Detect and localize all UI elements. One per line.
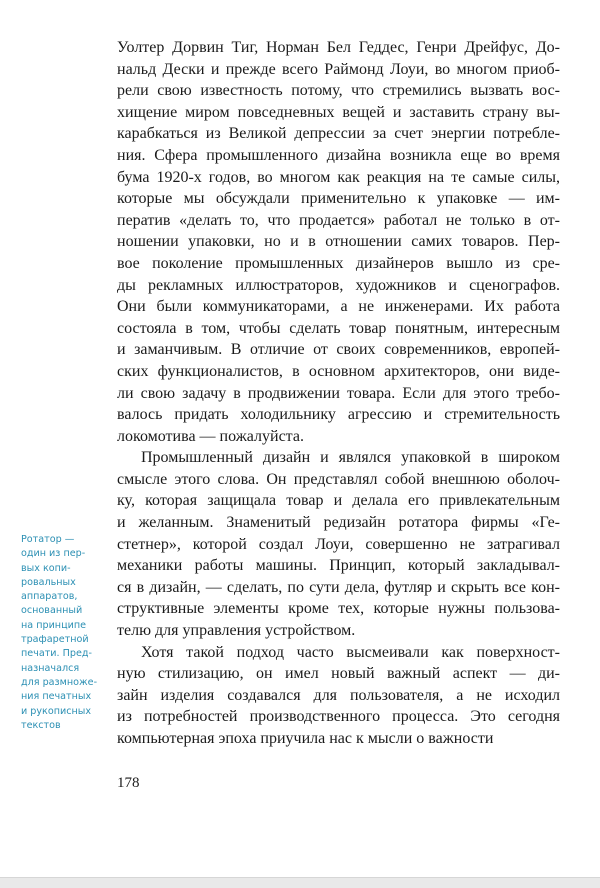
sidenote-line: ния печатных xyxy=(21,691,92,703)
text-line: смысле этого слова. Он представлял собой внешнюю оболоч- xyxy=(117,470,560,488)
sidenote-line: вых копи- xyxy=(21,562,71,574)
sidenote xyxy=(21,533,103,733)
text-line: механики работы машины. Принцип, который закладывал- xyxy=(117,557,560,575)
text-line: Хотя такой подход часто высмеивали как поверхност- xyxy=(141,643,560,661)
text-line: валось придать холодильнику агрессию и стремительность xyxy=(117,406,560,424)
sidenote-line: и рукописных xyxy=(21,705,92,717)
sidenote-line: трафаретной xyxy=(21,634,89,646)
text-line: Они были коммуникаторами, а не инженерами. Их работа xyxy=(117,298,560,316)
text-line: карабкаться из Великой депрессии за счет энергии потребле- xyxy=(117,125,560,143)
text-line: рели свою известность потому, что стремились вызвать вос- xyxy=(117,82,560,100)
text-line: и заманчивым. В отличие от своих современников, европей- xyxy=(117,341,560,359)
text-line: ских функционалистов, в основном архитекторов, они виде- xyxy=(117,362,560,380)
text-line: ся в дизайн, — сделать, по сути дела, футляр и скрыть все кон- xyxy=(117,578,560,596)
sidenote-line: аппаратов, xyxy=(21,591,78,603)
text-line: ношении упаковки, но и в отношении самих товаров. Пер- xyxy=(117,233,560,251)
sidenote-line: назначался xyxy=(21,662,80,674)
text-line: компьютерная эпоха приучила нас к мысли о важности xyxy=(117,730,494,747)
paragraph xyxy=(117,447,560,641)
sidenote-line: печати. Пред- xyxy=(21,648,92,660)
text-line: нальд Дески и прежде всего Раймонд Лоуи, во многом приоб- xyxy=(117,60,560,78)
sidenote-line: Ротатор — xyxy=(21,534,75,545)
text-line: стетнер», которой создал Лоуи, совершенно не затрагивал xyxy=(117,535,560,553)
text-line: хищение миром повседневных вещей и заставить страну вы- xyxy=(117,103,560,121)
text-line: локомотива — пожалуйста. xyxy=(117,427,304,445)
page-bottom-edge xyxy=(0,877,600,888)
text-line: бума 1920-х годов, во многом как реакция на те самые силы, xyxy=(117,168,560,186)
text-line: вое поколение промышленных дизайнеров вышло из сре- xyxy=(117,254,560,272)
sidenote-line: один из пер- xyxy=(21,548,86,560)
text-line: ды рекламных иллюстраторов, художников и сценографов. xyxy=(117,276,560,294)
text-line: ли свою задачу в продвижении товара. Если для этого требо- xyxy=(117,384,560,402)
text-line: ную стилизацию, он имел новый важный аспект — ди- xyxy=(117,665,560,683)
text-line: Промышленный дизайн и являлся упаковкой в широком xyxy=(141,449,560,467)
paragraph xyxy=(117,37,560,447)
text-line: ку, которая защищала товар и делала его привлекательным xyxy=(117,492,560,510)
page-number: 178 xyxy=(117,775,140,791)
sidenote-line: основанный xyxy=(21,605,83,617)
text-line: и желанным. Знаменитый редизайн ротатора фирмы «Ге- xyxy=(117,514,560,532)
paragraph xyxy=(117,642,560,750)
text-line: ператив «делать то, что продается» работал не только в от- xyxy=(117,211,560,229)
sidenote-line: на принципе xyxy=(21,619,87,631)
sidenote-line: ровальных xyxy=(21,576,76,588)
text-line: ния. Сфера промышленного дизайна возникла еще во время xyxy=(117,146,560,164)
main-text xyxy=(117,37,560,750)
text-line: структивные элементы кроме тех, которые нужны пользова- xyxy=(117,600,560,618)
text-line: состояла в том, чтобы сделать товар понятным, интересным xyxy=(117,319,560,337)
sidenote-line: для размноже- xyxy=(21,676,98,688)
text-line: которые мы обсуждали применительно к упаковке — им- xyxy=(117,190,560,208)
text-line: Уолтер Дорвин Тиг, Норман Бел Геддес, Генри Дрейфус, До- xyxy=(117,39,560,56)
text-line: телю для управления устройством. xyxy=(117,622,356,640)
text-line: из потребностей производственного процесса. Это сегодня xyxy=(117,708,560,726)
text-line: зайн изделия создавался для пользователя, а не исходил xyxy=(117,686,560,704)
sidenote-line: текстов xyxy=(21,719,61,731)
